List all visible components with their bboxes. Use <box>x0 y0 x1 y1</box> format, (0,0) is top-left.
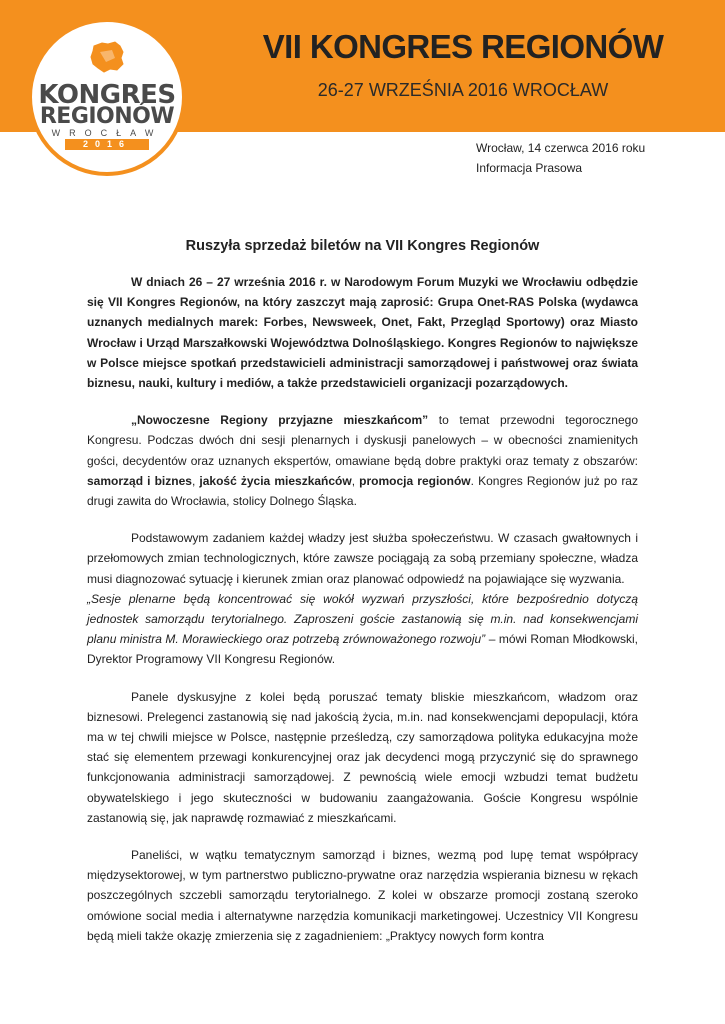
lead-paragraph: W dniach 26 – 27 września 2016 r. w Narodowym Forum Muzyki we Wrocławiu odbędzie się VII Kongres Regionów, na który zaszczyt mają zaprosić: Grupa Onet-RAS Polska (wydawca uznanych medialnych marek: Forbes, Newsweek, Onet, Fakt, Przegląd Sportowy) oraz Miasto Wrocław i Urząd Marszałkowski Województwa Dolnośląskiego. Kongres Regionów to największe w Polsce miejsce spotkań przedstawicieli administracji samorządowej i państwowej oraz świata biznesu, nauki, kultury i mediów, a także przedstawicieli organizacji pozarządowych. <box>87 275 638 391</box>
theme-title: „Nowoczesne Regiony przyjazne mieszkańcom” <box>131 413 429 428</box>
area-samorzad: samorząd i biznes <box>87 473 192 488</box>
theme-paragraph <box>87 410 638 511</box>
area-promocja: promocja regionów <box>359 473 471 488</box>
area-jakosc: jakość życia mieszkańców <box>199 473 352 488</box>
event-title: VII KONGRES REGIONÓW <box>262 28 664 65</box>
paragraph-6: Paneliści, w wątku tematycznym samorząd i biznes, wezmą pod lupę temat współpracy międzysektorowej, w tym partnerstwo publiczno-prywatne oraz narzędzia wspierania biznesu w rękach poszczególnych szczebli samorządu terytorialnego. Z kolei w obszarze promocji zostaną szeroko omówione social media i alternatywne narzędzia komunikacji marketingowej. Uczestnicy VII Kongresu będą mieli także okazję zmierzenia się z zagadnieniem: „Praktycy nowych form kontra <box>87 848 638 943</box>
place-date: Wrocław, 14 czerwca 2016 roku <box>476 141 646 155</box>
separator: , <box>191 473 200 488</box>
paragraph-5: Panele dyskusyjne z kolei będą poruszać tematy bliskie mieszkańcom, władzom oraz biznesowi. Prelegenci zastanowią się nad jakością życia, m.in. nad konsekwencjami depopulacji, która ma w tej chwili miejsce w Polsce, następnie prześledzą, czy samorządowa polityka edukacyjna może stać się elementem przewagi konkurencyjnej oraz jak decydenci mogą przyczynić się do sprawnego funkcjonowania administracji samorządowej. Z pewnością wiele emocji wzbudzi temat budżetu obywatelskiego i jego skuteczności w budowaniu zaangażowania. Goście Kongresu wspólnie zastanowią się, jak naprawdę rozmawiać z mieszkańcami. <box>87 689 638 825</box>
quote-paragraph <box>87 589 638 670</box>
theme-text: to temat przewodni tegorocznego Kongresu. Podczas dwóch dni sesji plenarnych i dyskusji panelowych – w obecności znamienitych gości, decydentów oraz uznanych ekspertów, omawiane będą dobre praktyki oraz tematy z obszarów: <box>87 413 638 468</box>
quote-attribution: – mówi Roman Młodkowski, Dyrektor Programowy VII Kongresu Regionów. <box>87 632 638 667</box>
event-dates: 26-27 WRZEŚNIA 2016 WROCŁAW <box>317 80 609 100</box>
logo-text-kongres: KONGRES <box>38 80 176 110</box>
document-type: Informacja Prasowa <box>476 161 583 175</box>
article-body <box>87 272 638 963</box>
logo-year: 2016 <box>65 139 149 150</box>
separator: , <box>351 473 360 488</box>
paragraph-3: Podstawowym zadaniem każdej władzy jest służba społeczeństwu. W czasach gwałtownych i przełomowych zmian technologicznych, które zawsze pociągają za sobą przemiany społeczne, władza musi diagnozować sytuację i kierunek zmian oraz planować odpowiedź na pojawiające się wyzwania. <box>87 531 638 586</box>
theme-text-end: . Kongres Regionów już po raz drugi zawita do Wrocławia, stolicy Dolnego Śląska. <box>87 473 638 509</box>
director-quote: „Sesje plenarne będą koncentrować się wokół wyzwań przyszłości, które bezpośrednio dotyczą jednostek samorządu terytorialnego. Zaproszeni goście zastanowią się m.in. nad konsekwencjami planu ministra M. Morawieckiego oraz potrzebą zrównoważonego rozwoju” <box>87 591 638 647</box>
logo-text-regionow: REGIONÓW <box>39 104 175 129</box>
poland-map-icon <box>88 40 126 74</box>
logo-city: WROCŁAW <box>51 128 163 138</box>
article-headline: Ruszyła sprzedaż biletów na VII Kongres Regionów <box>185 238 540 254</box>
